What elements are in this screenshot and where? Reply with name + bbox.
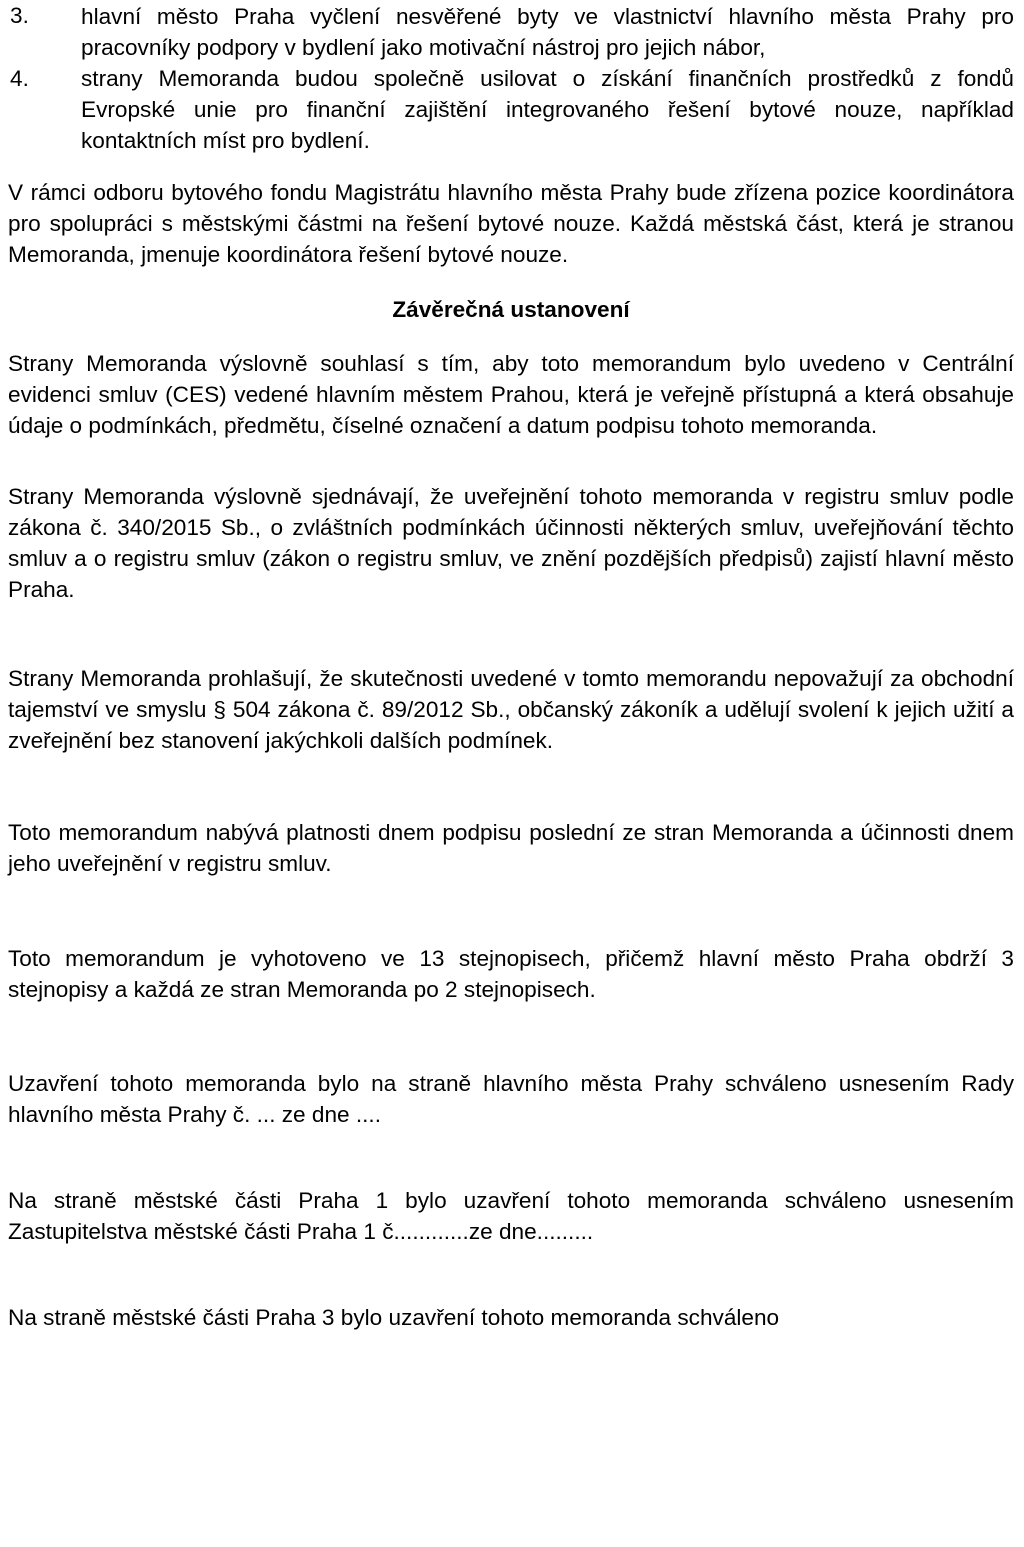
paragraph-approval-praha1: Na straně městské části Praha 1 bylo uzavření tohoto memoranda schváleno usnesením Zastupitelstva městské části Praha 1 č............ze dne......... xyxy=(8,1188,1014,1244)
document-page xyxy=(8,0,1014,1333)
paragraph-approval-praha3: Na straně městské části Praha 3 bylo uzavření tohoto memoranda schváleno xyxy=(8,1305,780,1330)
list-item-text: hlavní město Praha vyčlení nesvěřené byty ve vlastnictví hlavního města Prahy pro pracovníky podpory v bydlení jako motivační nástroj pro jejich nábor, xyxy=(81,4,1014,60)
paragraph-approval-prague: Uzavření tohoto memoranda bylo na straně hlavního města Prahy schváleno usnesením Rady hlavního města Prahy č. ... ze dne .... xyxy=(8,1071,1014,1127)
paragraph-ces: Strany Memoranda výslovně souhlasí s tím, aby toto memorandum bylo uvedeno v Centrální evidenci smluv (CES) vedené hlavním městem Prahou, která je veřejně přístupná a která obsahuje údaje o podmínkách, předmětu, číselné označení a datum podpisu tohoto memoranda. xyxy=(8,351,1014,438)
section-heading: Závěrečná ustanovení xyxy=(392,297,630,322)
list-item xyxy=(8,0,1014,63)
list-item-text: strany Memoranda budou společně usilovat o získání finančních prostředků z fondů Evropské unie pro finanční zajištění integrovaného řešení bytové nouze, například kontaktních míst pro bydlení. xyxy=(81,66,1014,153)
paragraph-validity: Toto memorandum nabývá platnosti dnem podpisu poslední ze stran Memoranda a účinnosti dnem jeho uveřejnění v registru smluv. xyxy=(8,820,1014,876)
list-item-number: 3. xyxy=(10,3,29,28)
paragraph-copies: Toto memorandum je vyhotoveno ve 13 stejnopisech, přičemž hlavní město Praha obdrží 3 stejnopisy a každá ze stran Memoranda po 2 stejnopisech. xyxy=(8,946,1014,1002)
list-item xyxy=(8,63,1014,156)
paragraph-trade-secret: Strany Memoranda prohlašují, že skutečnosti uvedené v tomto memorandu nepovažují za obchodní tajemství ve smyslu § 504 zákona č. 89/2012 Sb., občanský zákoník a udělují svolení k jejich užití a zveřejnění bez stanovení jakýchkoli dalších podmínek. xyxy=(8,666,1014,753)
paragraph-registry: Strany Memoranda výslovně sjednávají, že uveřejnění tohoto memoranda v registru smluv podle zákona č. 340/2015 Sb., o zvláštních podmínkách účinnosti některých smluv, uveřejňování těchto smluv a o registru smluv (zákon o registru smluv, ve znění pozdějších předpisů) zajistí hlavní město Praha. xyxy=(8,484,1014,602)
list-item-number: 4. xyxy=(10,66,29,91)
paragraph-coordinator: V rámci odboru bytového fondu Magistrátu hlavního města Prahy bude zřízena pozice koordinátora pro spolupráci s městskými částmi na řešení bytové nouze. Každá městská část, která je stranou Memoranda, jmenuje koordinátora řešení bytové nouze. xyxy=(8,180,1014,267)
